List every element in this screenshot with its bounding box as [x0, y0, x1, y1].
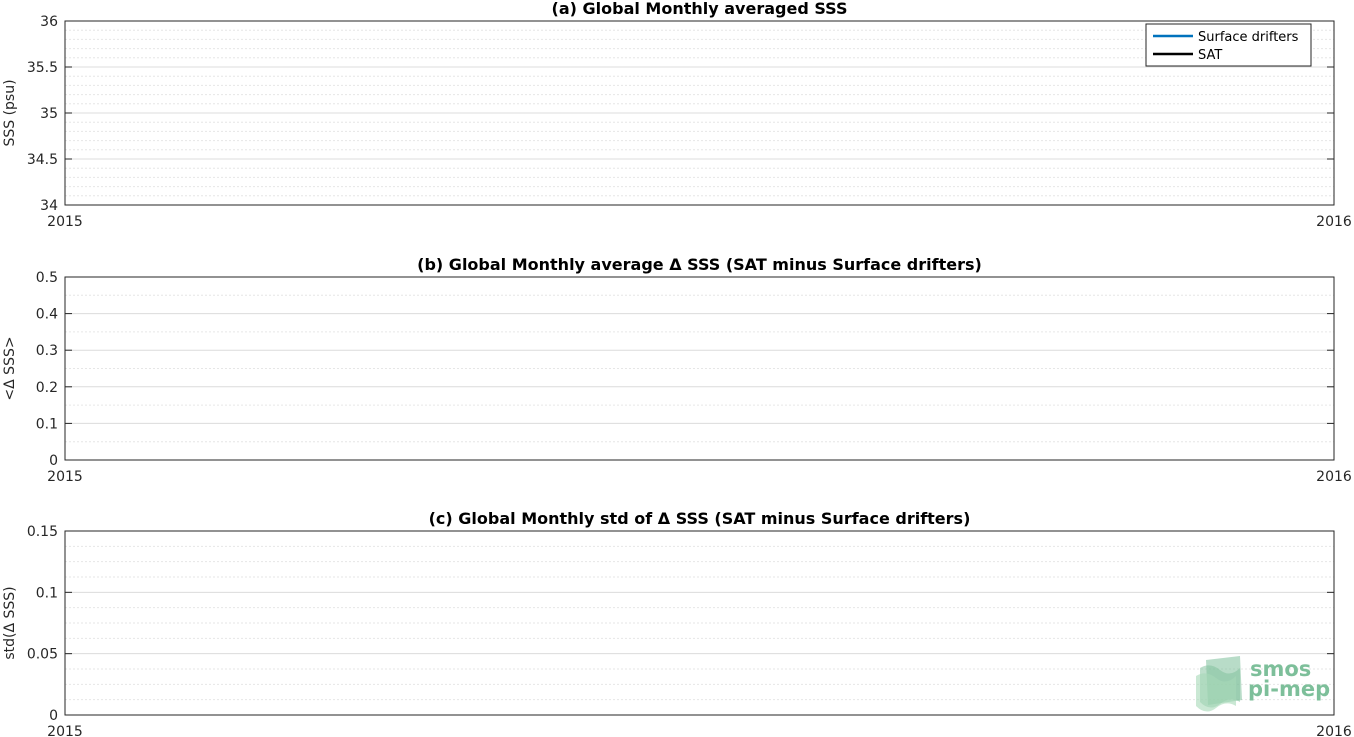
panel-3 [2, 509, 1352, 737]
y-tick-label: 0.05 [26, 646, 58, 663]
x-tick-label: 2015 [47, 469, 83, 485]
y-tick-label: 0.3 [35, 343, 58, 360]
y-tick-label: 35.5 [26, 60, 58, 76]
x-tick-label: 2015 [47, 214, 83, 230]
chart-title: (b) Global Monthly average Δ SSS (SAT minus Surface drifters) [417, 255, 982, 274]
x-tick-label: 2016 [1316, 724, 1352, 737]
y-tick-label: 0.2 [35, 379, 58, 396]
panel-2 [2, 255, 1352, 485]
y-axis-label: SSS (psu) [2, 79, 18, 147]
y-tick-label: 35 [40, 106, 58, 122]
x-tick-label: 2015 [47, 724, 83, 737]
y-tick-label: 0 [49, 708, 58, 724]
y-tick-label: 0 [49, 453, 58, 469]
x-tick-label: 2016 [1316, 214, 1352, 230]
y-tick-label: 0.15 [26, 524, 58, 540]
plot-area [65, 531, 1334, 715]
legend-label: SAT [1198, 48, 1223, 63]
charts-group [2, 0, 1352, 737]
chart-title: (c) Global Monthly std of Δ SSS (SAT minus Surface drifters) [428, 509, 971, 528]
plot-area [65, 277, 1334, 460]
y-tick-label: 0.4 [35, 306, 58, 323]
chart-title: (a) Global Monthly averaged SSS [551, 0, 848, 18]
y-tick-label: 0.1 [35, 416, 58, 433]
y-axis-label: <Δ SSS> [2, 336, 18, 401]
y-axis-label: std(Δ SSS) [2, 586, 18, 660]
y-tick-label: 34 [40, 198, 58, 214]
y-tick-label: 0.1 [35, 585, 58, 602]
legend-label: Surface drifters [1198, 30, 1299, 45]
panel-1 [2, 0, 1352, 230]
logo-text-line2: pi-mep [1248, 677, 1331, 701]
y-tick-label: 34.5 [26, 152, 58, 168]
logo-text-line1: smos [1250, 657, 1312, 681]
y-tick-label: 36 [40, 14, 58, 30]
y-tick-label: 0.5 [35, 270, 58, 286]
x-tick-label: 2016 [1316, 469, 1352, 485]
